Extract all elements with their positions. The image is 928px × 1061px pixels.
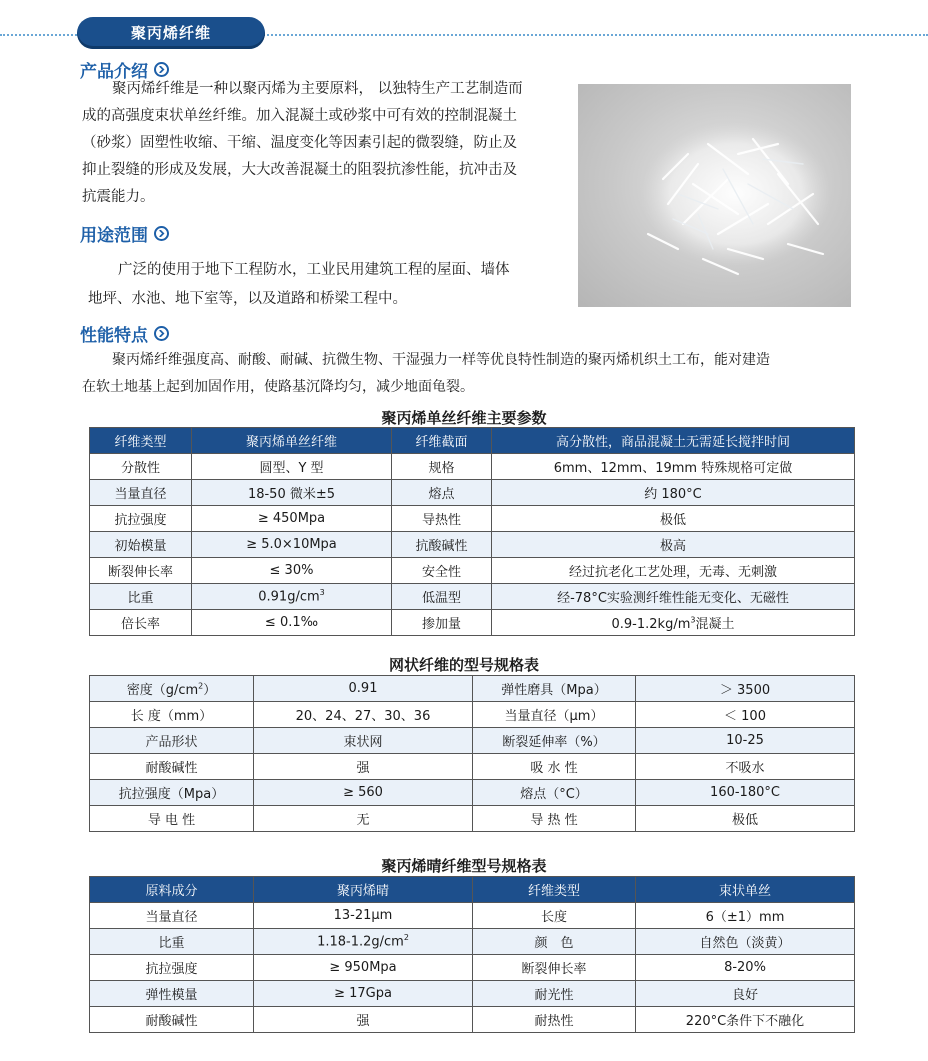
intro-line: 聚丙烯纤维是一种以聚丙烯为主要原料， 以独特生产工艺制造而 [112, 81, 523, 97]
table-cell: ＜ 100 [636, 702, 855, 728]
superscript: 2 [198, 681, 204, 691]
table-cell: 比重 [90, 929, 254, 955]
table-row [90, 454, 855, 480]
table-cell: 倍长率 [90, 610, 192, 636]
table-row [90, 584, 855, 610]
table-cell: 分散性 [90, 454, 192, 480]
table-cell: 颜 色 [473, 929, 636, 955]
table-cell: 10-25 [636, 728, 855, 754]
table-cell [192, 584, 392, 610]
table-row [90, 532, 855, 558]
table-cell: 长度 [473, 903, 636, 929]
table-row [90, 981, 855, 1007]
banner-title: 聚丙烯纤维 [130, 24, 211, 42]
intro-line: 抑止裂缝的形成及发展，大大改善混凝土的阻裂抗渗性能，抗冲击及 [82, 162, 517, 178]
table-row [90, 1007, 855, 1033]
table-row [90, 558, 855, 584]
table-cell: ≥ 5.0×10Mpa [192, 532, 392, 558]
table-cell: 耐酸碱性 [90, 754, 254, 780]
table-row [90, 780, 855, 806]
dosage-suffix: 混凝土 [695, 617, 735, 632]
arrow-circle-icon [154, 226, 169, 241]
table-cell [90, 676, 254, 702]
table-row [90, 903, 855, 929]
table-row [90, 806, 855, 832]
table-header-row [90, 428, 855, 454]
table-cell: 断裂伸长率 [90, 558, 192, 584]
usage-line: 广泛的使用于地下工程防水，工业民用建筑工程的屋面、墙体 [118, 262, 510, 278]
table-cell: 抗拉强度 [90, 506, 192, 532]
density-label: 密度（g/cm [126, 683, 199, 698]
table1 [89, 427, 855, 636]
table-row [90, 929, 855, 955]
table-cell: ≥ 950Mpa [254, 955, 473, 981]
arrow-circle-icon [154, 326, 169, 341]
table-cell: 导 电 性 [90, 806, 254, 832]
table-cell: 自然色（淡黄） [636, 929, 855, 955]
table-cell: 极低 [492, 506, 855, 532]
table-cell: 长 度（mm） [90, 702, 254, 728]
table-cell: 圆型、Y 型 [192, 454, 392, 480]
table-cell: 耐光性 [473, 981, 636, 1007]
features-line: 在软土地基上起到加固作用，使路基沉降均匀，减少地面龟裂。 [82, 379, 474, 395]
table-cell: 强 [254, 1007, 473, 1033]
table-cell: 当量直径 [90, 480, 192, 506]
table2-title: 网状纤维的型号规格表 [388, 656, 539, 674]
table-row [90, 754, 855, 780]
table-cell: ≥ 560 [254, 780, 473, 806]
intro-paragraph [82, 76, 582, 211]
table-cell: 束状单丝 [636, 877, 855, 903]
table-cell: 强 [254, 754, 473, 780]
table-cell: 弹性磨具（Mpa） [473, 676, 636, 702]
table-cell: 160-180°C [636, 780, 855, 806]
density-label-close: ） [203, 683, 217, 698]
table-cell: 6（±1）mm [636, 903, 855, 929]
table-row [90, 506, 855, 532]
table-cell: ≤ 0.1‰ [192, 610, 392, 636]
density-value: 1.18-1.2g/cm [317, 934, 404, 950]
table-cell: 无 [254, 806, 473, 832]
features-line: 聚丙烯纤维强度高、耐酸、耐碱、抗微生物、干湿强力一样等优良特性制造的聚丙烯机织土工布，能对建造 [112, 352, 770, 368]
table-cell: 当量直径 [90, 903, 254, 929]
table-cell: 纤维类型 [90, 428, 192, 454]
features-paragraph [82, 347, 882, 401]
table-cell: 导热性 [392, 506, 492, 532]
table-cell: 经-78°C实验测纤维性能无变化、无磁性 [492, 584, 855, 610]
table-cell: 安全性 [392, 558, 492, 584]
table-cell: 8-20% [636, 955, 855, 981]
table-cell: 经过抗老化工艺处理，无毒、无刺激 [492, 558, 855, 584]
usage-heading-text: 用途范围 [80, 225, 148, 246]
features-heading-text: 性能特点 [80, 325, 148, 346]
intro-line: 成的高强度束状单丝纤维。加入混凝土或砂浆中可有效的控制混凝土 [82, 108, 517, 124]
table-cell: 13-21μm [254, 903, 473, 929]
table-cell: 断裂延伸率（%） [473, 728, 636, 754]
table-cell: 熔点 [392, 480, 492, 506]
density-value: 0.91g/cm [258, 589, 320, 605]
table-cell [254, 929, 473, 955]
table-cell: ≥ 17Gpa [254, 981, 473, 1007]
table-cell [492, 610, 855, 636]
table-cell: 初始模量 [90, 532, 192, 558]
features-heading [80, 322, 169, 344]
table-cell: 掺加量 [392, 610, 492, 636]
intro-heading-text: 产品介绍 [80, 61, 148, 82]
table-cell: 纤维类型 [473, 877, 636, 903]
table-cell: 18-50 微米±5 [192, 480, 392, 506]
table-cell: 熔点（°C） [473, 780, 636, 806]
table-cell: 原料成分 [90, 877, 254, 903]
table-cell: 不吸水 [636, 754, 855, 780]
table-cell: 抗酸碱性 [392, 532, 492, 558]
table-cell: 聚丙烯晴 [254, 877, 473, 903]
table-cell: 220°C条件下不融化 [636, 1007, 855, 1033]
table-cell: 产品形状 [90, 728, 254, 754]
table-cell: 6mm、12mm、19mm 特殊规格可定做 [492, 454, 855, 480]
table-cell: 聚丙烯单丝纤维 [192, 428, 392, 454]
usage-heading [80, 222, 169, 244]
table-cell: 高分散性，商品混凝土无需延长搅拌时间 [492, 428, 855, 454]
table-cell: 抗拉强度（Mpa） [90, 780, 254, 806]
section-banner [77, 17, 265, 49]
table-cell: 抗拉强度 [90, 955, 254, 981]
table-cell: 20、24、27、30、36 [254, 702, 473, 728]
table-cell: 束状网 [254, 728, 473, 754]
usage-paragraph [88, 256, 578, 314]
table-cell: 纤维截面 [392, 428, 492, 454]
table-cell: ≤ 30% [192, 558, 392, 584]
table1-title: 聚丙烯单丝纤维主要参数 [381, 409, 547, 427]
product-photo [578, 84, 851, 307]
table-cell: ≥ 450Mpa [192, 506, 392, 532]
table-cell: 规格 [392, 454, 492, 480]
table-cell: 弹性模量 [90, 981, 254, 1007]
superscript: 2 [403, 933, 409, 943]
table-row [90, 610, 855, 636]
table-cell: 良好 [636, 981, 855, 1007]
table-cell: 耐酸碱性 [90, 1007, 254, 1033]
table-cell: 低温型 [392, 584, 492, 610]
table-cell: 当量直径（μm） [473, 702, 636, 728]
table-cell: 0.91 [254, 676, 473, 702]
arrow-circle-icon [154, 62, 169, 77]
table-cell: 极高 [492, 532, 855, 558]
table-cell: 导 热 性 [473, 806, 636, 832]
intro-line: （砂浆）固塑性收缩、干缩、温度变化等因素引起的微裂缝，防止及 [82, 135, 517, 151]
table-row [90, 702, 855, 728]
superscript: 3 [319, 588, 325, 598]
table2 [89, 675, 855, 832]
table-cell: 比重 [90, 584, 192, 610]
table-cell: 断裂伸长率 [473, 955, 636, 981]
table-cell: 约 180°C [492, 480, 855, 506]
dosage-value: 0.9-1.2kg/m [611, 617, 691, 632]
table3-title: 聚丙烯晴纤维型号规格表 [381, 857, 547, 875]
superscript: 3 [690, 615, 696, 625]
table-cell: ＞ 3500 [636, 676, 855, 702]
table-row [90, 955, 855, 981]
table-row [90, 728, 855, 754]
table-row [90, 676, 855, 702]
usage-line: 地坪、水池、地下室等，以及道路和桥梁工程中。 [88, 291, 407, 307]
intro-line: 抗震能力。 [82, 189, 155, 205]
table-cell: 极低 [636, 806, 855, 832]
table-cell: 吸 水 性 [473, 754, 636, 780]
table-header-row [90, 877, 855, 903]
table3 [89, 876, 855, 1033]
table-cell: 耐热性 [473, 1007, 636, 1033]
table-row [90, 480, 855, 506]
